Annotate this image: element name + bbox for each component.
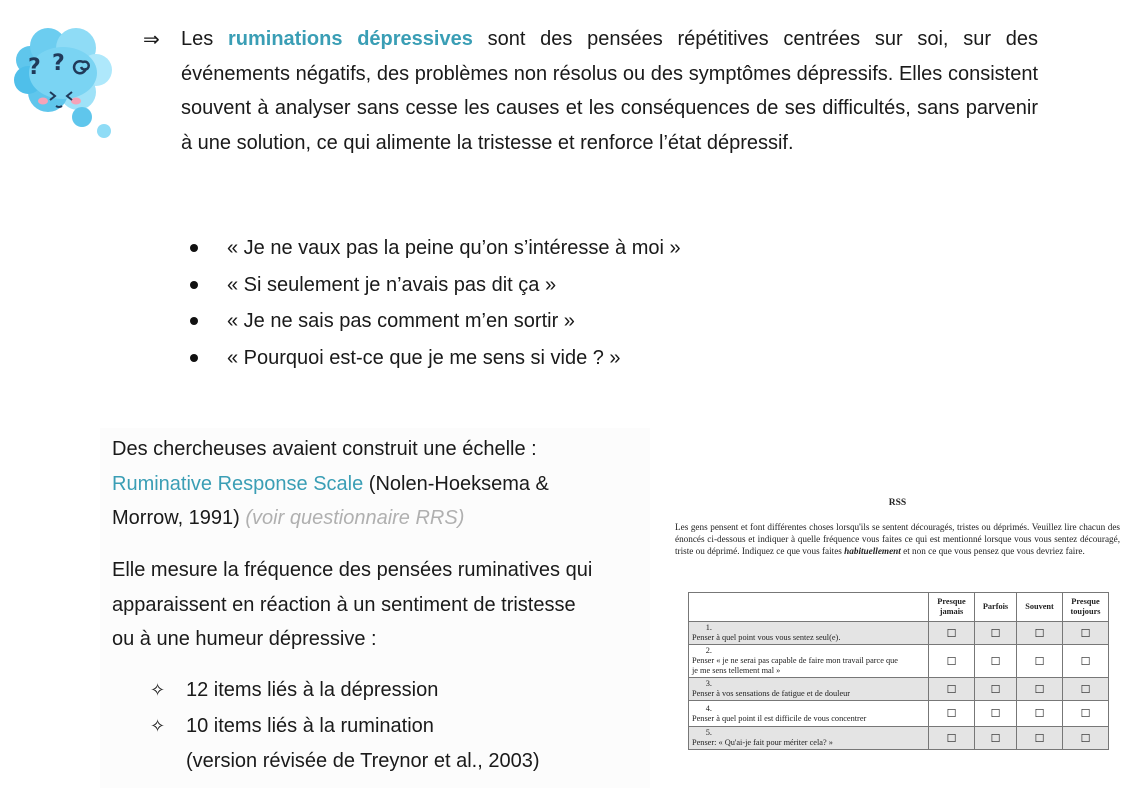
rss-checkbox[interactable]: ☐ (929, 701, 975, 727)
rss-item-num: 4. (705, 703, 712, 713)
star-icon: ✧ (150, 715, 166, 737)
rss-checkbox[interactable]: ☐ (1017, 645, 1063, 678)
rss-header-col: Presque jamais (929, 593, 975, 622)
rss-instructions (675, 521, 1120, 557)
quote-item: « Pourquoi est-ce que je me sens si vide ? » (185, 341, 681, 378)
rss-item-num: 5. (705, 728, 712, 737)
rss-header-col: Souvent (1017, 593, 1063, 622)
table-row (689, 622, 1109, 645)
rss-instructions-a: Les gens pensent et font différentes choses lorsqu'ils se sentent découragés, tristes ou déprimés. Veuillez lire chacun des énoncés ci-dessous et indiquer à quelle fréquence vous faites ce qui est mentionné lorsque vous vous sentez découragé, triste ou déprimé. Indiquez ce que vous faites (675, 522, 1120, 556)
research-line-2 (112, 467, 549, 502)
rss-checkbox[interactable]: ☐ (929, 645, 975, 678)
rss-questionnaire (660, 488, 1135, 747)
item-list (150, 673, 540, 779)
measure-line-3: ou à une humeur dépressive : (112, 628, 377, 650)
rss-checkbox[interactable]: ☐ (929, 727, 975, 750)
research-paragraph (112, 432, 549, 536)
rss-item (689, 701, 929, 727)
rss-item (689, 678, 929, 701)
rss-header-item (689, 593, 929, 622)
rss-checkbox[interactable]: ☐ (1063, 622, 1109, 645)
item-rumination: 10 items liés à la rumination (186, 714, 434, 737)
quote-list (185, 231, 681, 377)
rss-instructions-b: et non ce que vous pensez que vous devriez faire. (900, 546, 1085, 556)
rss-checkbox[interactable]: ☐ (975, 622, 1017, 645)
quote-item: « Si seulement je n’avais pas dit ça » (185, 268, 681, 305)
intro-highlight: ruminations dépressives (228, 28, 473, 50)
rss-instructions-emphasis: habituellement (844, 546, 901, 556)
table-row (689, 645, 1109, 678)
rss-item-text: Penser à quel point vous vous sentez seul(e). (692, 633, 841, 642)
rss-item (689, 622, 929, 645)
rss-checkbox[interactable]: ☐ (1063, 727, 1109, 750)
questionnaire-note: (voir questionnaire RRS) (245, 507, 465, 529)
rss-checkbox[interactable]: ☐ (975, 701, 1017, 727)
intro-text: sont des pensées répétitives centrées sur soi, sur des événements négatifs, des problèmes non résolus ou des symptômes dépressifs. Elles consistent souvent à analyser sans cesse les causes et les conséquences de ses difficultés, sans parvenir à une solution, ce qui alimente la tristesse et renforce l’état dépressif. (181, 28, 1038, 154)
research-line-1: Des chercheuses avaient construit une échelle : (112, 438, 537, 460)
rrs-scale-link[interactable]: Ruminative Response Scale (112, 472, 364, 495)
rss-checkbox[interactable]: ☐ (975, 645, 1017, 678)
svg-text:?: ? (28, 55, 41, 80)
rss-item-num: 2. (705, 646, 712, 655)
double-arrow-right-icon: ⇒ (143, 27, 160, 51)
revision-note: (version révisée de Treynor et al., 2003) (186, 750, 540, 772)
measure-line-1: Elle mesure la fréquence des pensées ruminatives qui (112, 559, 593, 581)
rss-item-num: 3. (705, 679, 712, 688)
research-line-3 (112, 501, 549, 536)
citation-part-a: (Nolen-Hoeksema & (363, 472, 549, 495)
rss-item-text: Penser à quel point il est difficile de vous concentrer (692, 713, 867, 723)
rss-checkbox[interactable]: ☐ (1017, 622, 1063, 645)
rss-checkbox[interactable]: ☐ (1017, 727, 1063, 750)
intro-section (143, 22, 1038, 160)
rss-header-col: Parfois (975, 593, 1017, 622)
item-depression: 12 items liés à la dépression (186, 679, 439, 701)
rss-checkbox[interactable]: ☐ (975, 678, 1017, 701)
rss-item (689, 727, 929, 750)
rss-checkbox[interactable]: ☐ (1063, 701, 1109, 727)
rss-checkbox[interactable]: ☐ (1063, 645, 1109, 678)
rss-checkbox[interactable]: ☐ (929, 622, 975, 645)
intro-paragraph (181, 22, 1038, 160)
rss-checkbox[interactable]: ☐ (975, 727, 1017, 750)
rss-item-num: 1. (705, 623, 712, 632)
list-item (150, 709, 540, 745)
list-item (150, 673, 540, 709)
thought-bubble-confused-icon (8, 18, 120, 143)
rss-table (688, 592, 1109, 750)
quote-item: « Je ne vaux pas la peine qu’on s’intéresse à moi » (185, 231, 681, 268)
rss-header-col: Presque toujours (1063, 593, 1109, 622)
rss-item (689, 645, 929, 678)
rss-checkbox[interactable]: ☐ (1063, 678, 1109, 701)
rss-item-text: Penser à vos sensations de fatigue et de douleur (692, 689, 851, 698)
rss-checkbox[interactable]: ☐ (929, 678, 975, 701)
table-row (689, 678, 1109, 701)
star-icon: ✧ (150, 680, 166, 701)
table-row (689, 727, 1109, 750)
rss-item-text: Penser « je ne serai pas capable de faire mon travail parce que je me sens tellement mal » (692, 656, 898, 675)
citation-part-b: Morrow, 1991) (112, 507, 246, 529)
table-row (689, 701, 1109, 727)
rss-checkbox[interactable]: ☐ (1017, 701, 1063, 727)
intro-prefix: Les (181, 28, 228, 50)
rss-checkbox[interactable]: ☐ (1017, 678, 1063, 701)
rss-header-row (689, 593, 1109, 622)
rss-item-text: Penser: « Qu'ai-je fait pour mériter cela? » (692, 738, 833, 747)
quote-item: « Je ne sais pas comment m’en sortir » (185, 304, 681, 341)
svg-text:?: ? (52, 51, 65, 76)
measure-paragraph (112, 553, 592, 657)
measure-line-2: apparaissent en réaction à un sentiment de tristesse (112, 593, 576, 616)
rss-title: RSS (888, 498, 907, 508)
